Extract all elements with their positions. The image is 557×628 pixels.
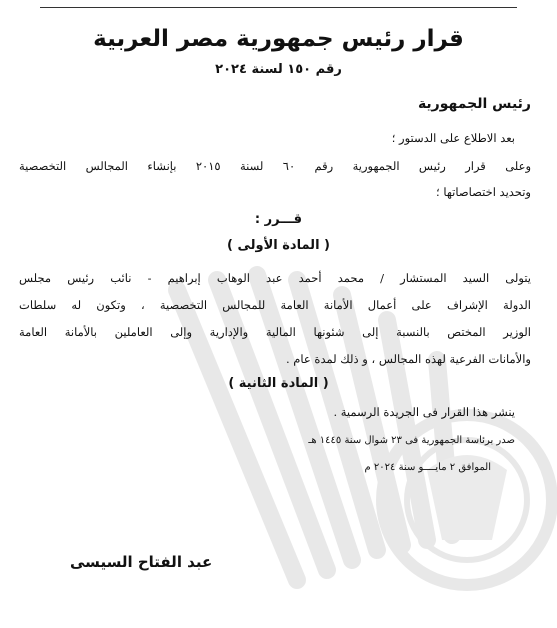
preamble-line: وتحديد اختصاصاتها ؛ [436, 185, 531, 199]
article-1-line: يتولى السيد المستشار / محمد أحمد عبد الوهاب إبراهيم - نائب رئيس مجلس [19, 271, 531, 285]
article-1-heading: ( المادة الأولى ) [227, 238, 330, 253]
corresponding-date-line: الموافق ٢ مايــــو سنة ٢٠٢٤ م [364, 462, 491, 473]
decree-title: قرار رئيس جمهورية مصر العربية [93, 26, 464, 52]
preamble-line: وعلى قرار رئيس الجمهورية رقم ٦٠ لسنة ٢٠١٥ بإنشاء المجالس التخصصية [19, 159, 531, 173]
issued-date-line: صدر برئاسة الجمهورية فى ٢٣ شوال سنة ١٤٤٥ هـ [308, 435, 515, 446]
preamble-line: بعد الاطلاع على الدستور ؛ [391, 131, 515, 145]
issuer-heading: رئيس الجمهورية [417, 96, 531, 112]
article-2-heading: ( المادة الثانية ) [228, 376, 329, 391]
decided-label: قـــرر : [254, 212, 303, 227]
signature-name: عبد الفتاح السيسى [70, 553, 213, 571]
article-1-line: والأمانات الفرعية لهذه المجالس ، و ذلك لمدة عام . [285, 352, 531, 366]
article-1-line: الدولة الإشراف على أعمال الأمانة العامة للمجالس التخصصية ، وتكون له سلطات [19, 298, 531, 312]
article-1-line: الوزير المختص بالنسبة إلى شئونها المالية والإدارية وإلى العاملين بالأمانة العامة [19, 325, 531, 339]
decree-number: رقم ١٥٠ لسنة ٢٠٢٤ [215, 62, 342, 77]
article-2-line: ينشر هذا القرار فى الجريدة الرسمية . [333, 405, 515, 419]
